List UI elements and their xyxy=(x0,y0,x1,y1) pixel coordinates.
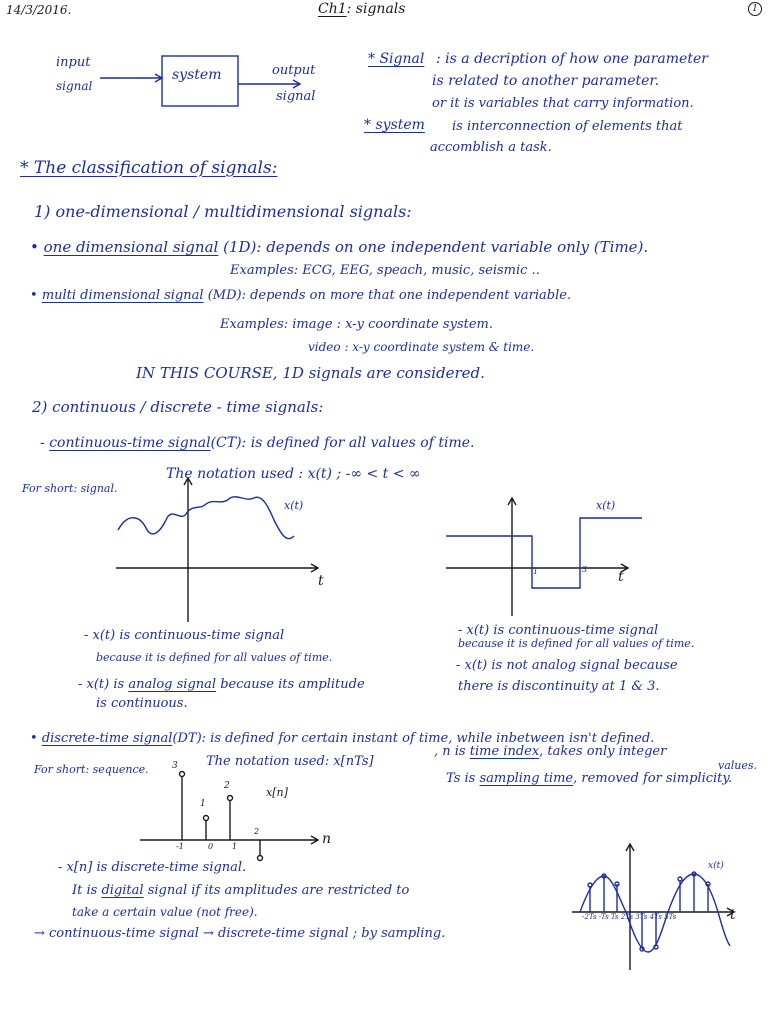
input-label: input xyxy=(56,55,91,70)
item-1-heading: 1) one-dimensional / multidimensional signals: xyxy=(34,202,412,221)
left-plot-axis: t xyxy=(318,573,324,589)
right-tick-1: 1 xyxy=(533,567,539,576)
chapter-title: : signals xyxy=(346,1,406,17)
signal-def-3: or it is variables that carry information. xyxy=(432,96,694,111)
ct-notation: The notation used : x(t) ; -∞ < t < ∞ xyxy=(166,466,421,482)
od-line: • one dimensional signal (1D): depends on one independent variable only (Time). xyxy=(30,238,649,256)
time-index-term: time index xyxy=(469,744,540,759)
dt-tick-2: 2 xyxy=(254,827,260,836)
ct-note-right-1: - x(t) is continuous-time signal xyxy=(458,623,659,638)
left3a: - x(t) is xyxy=(78,677,125,692)
right-plot-axis: t xyxy=(618,569,624,585)
od-term: one dimensional signal xyxy=(43,238,219,256)
dt-value-2: 2 xyxy=(224,781,230,791)
od-def: (1D): depends on one independent variable only (Time). xyxy=(223,238,649,256)
for-short-signal: For short: signal. xyxy=(22,482,118,495)
dt-plot-label: x[n] xyxy=(266,786,288,799)
right-plot-label: x(t) xyxy=(596,499,616,512)
ts-b: , removed for simplicity. xyxy=(573,771,733,786)
digital-term: digital xyxy=(101,883,144,898)
system-box-label: system xyxy=(172,67,222,83)
dt-line: • discrete-time signal(DT): is defined for certain instant of time, while inbetween isn't defined. xyxy=(30,731,655,746)
dt-value-1: 1 xyxy=(200,799,206,809)
n-note-a: , n is xyxy=(434,744,466,759)
page-number: 1 xyxy=(748,2,762,16)
for-short-sequence: For short: sequence. xyxy=(34,763,149,776)
dt-note-3: take a certain value (not free). xyxy=(72,905,258,919)
dt-tick-1: 1 xyxy=(232,842,238,851)
system-def-2: accomblish a task. xyxy=(430,140,552,155)
ct-note-left-2: because it is defined for all values of time. xyxy=(96,651,333,664)
ct-note-right-4: there is discontinuity at 1 & 3. xyxy=(458,679,660,694)
dt-tick-0: 0 xyxy=(208,842,214,851)
md-example-1: Examples: image : x-y coordinate system. xyxy=(220,317,493,332)
chapter-label: Ch1 xyxy=(318,1,347,17)
n2a: It is xyxy=(72,883,98,898)
right-tick-3: 3 xyxy=(582,565,588,574)
signal-term: * Signal xyxy=(368,51,425,67)
values-word: values. xyxy=(718,759,758,772)
ct-term: continuous-time signal xyxy=(49,435,211,451)
ct-note-left-1: - x(t) is continuous-time signal xyxy=(84,628,285,643)
dt-def: (DT): is defined for certain instant of time, while inbetween isn't defined. xyxy=(172,731,655,746)
output-label: output xyxy=(272,63,316,78)
sampling-plot-axis: t xyxy=(730,907,736,923)
ct-line: - continuous-time signal(CT): is defined for all values of time. xyxy=(40,435,475,451)
md-def: (MD): depends on more that one independent variable. xyxy=(207,288,572,303)
md-line: • multi dimensional signal (MD): depends on more that one independent variable. xyxy=(30,288,572,303)
signal-def-1: : is a decription of how one parameter xyxy=(436,51,708,67)
system-term: * system xyxy=(364,117,425,133)
dt-plot-axis: n xyxy=(322,831,332,847)
left3b: because its amplitude xyxy=(220,677,365,692)
dt-notation: The notation used: x[nTs] xyxy=(206,754,374,769)
signal-def-2: is related to another parameter. xyxy=(432,73,660,89)
n-note-b: , takes only integer xyxy=(539,744,667,759)
classification-heading: * The classification of signals: xyxy=(20,158,278,178)
ct-note-left-4: is continuous. xyxy=(96,696,188,711)
ts-a: Ts is xyxy=(446,771,476,786)
od-examples: Examples: ECG, EEG, speach, music, seismic .. xyxy=(230,263,540,278)
ct-note-right-2: because it is defined for all values of time. xyxy=(458,637,695,650)
input-label-2: signal xyxy=(56,79,93,93)
sampling-time-term: sampling time xyxy=(479,771,574,786)
dt-term: discrete-time signal xyxy=(41,731,173,746)
dt-note-1: - x[n] is discrete-time signal. xyxy=(58,860,247,875)
output-label-2: signal xyxy=(276,89,316,104)
ct-note-right-3: - x(t) is not analog signal because xyxy=(456,658,678,673)
item-2-heading: 2) continuous / discrete - time signals: xyxy=(32,398,324,416)
dt-tick-neg1: -1 xyxy=(176,842,184,851)
sampling-plot-ticks: -2Ts -Ts Ts 2Ts 3Ts 4Ts 5Ts xyxy=(582,913,677,921)
md-example-2: video : x-y coordinate system & time. xyxy=(308,340,535,354)
left-plot-label: x(t) xyxy=(284,499,304,512)
course-note: IN THIS COURSE, 1D signals are considered. xyxy=(136,364,485,382)
sampling-plot-label: x(t) xyxy=(708,861,724,871)
n2b: signal if its amplitudes are restricted to xyxy=(147,883,410,898)
ct-def: (CT): is defined for all values of time. xyxy=(210,435,475,451)
md-term: multi dimensional signal xyxy=(41,288,204,303)
dt-value-3: 3 xyxy=(172,761,178,771)
system-def-1: is interconnection of elements that xyxy=(452,119,683,134)
dt-note-4: → continuous-time signal → discrete-time signal ; by sampling. xyxy=(34,926,446,941)
date: 14/3/2016. xyxy=(6,3,72,17)
analog-term: analog signal xyxy=(128,677,217,692)
